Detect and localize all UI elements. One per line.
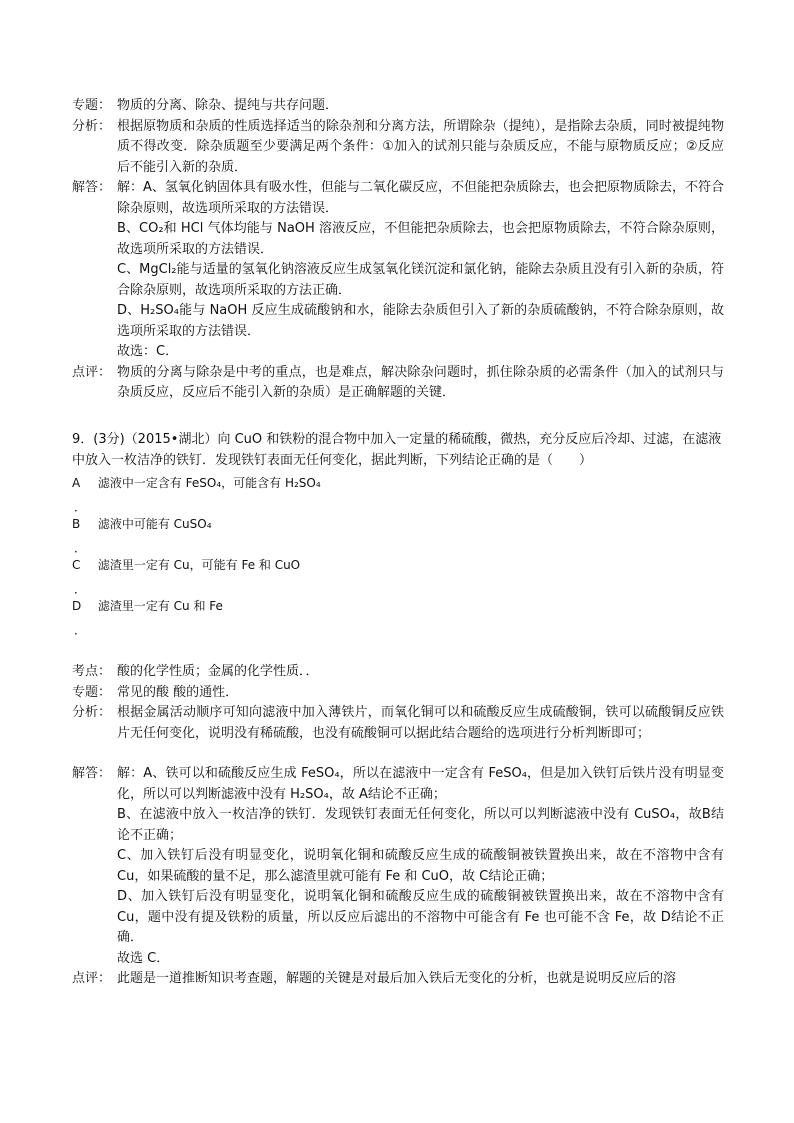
jieda-row — [72, 178, 724, 363]
jieda-answer: 故选：C． — [117, 344, 179, 359]
jieda2-a: 解：A、铁可以和硫酸反应生成 FeSO₄，所以在滤液中一定含有 FeSO₄，但是加入铁钉后铁片没有明显变化，所以可以判断滤液中没有 H₂SO₄，故 A结论不正确； — [117, 766, 724, 802]
fenxi2-row — [72, 703, 724, 764]
jieda2-c: C、加入铁钉后没有明显变化，说明氧化铜和硫酸反应生成的硫酸铜被铁置换出来，故在不溶物中含有 Cu，如果硫酸的量不足，那么滤渣里就可能有 Fe 和 CuO，故 C结论正确； — [117, 848, 724, 884]
kaodian-label: 考点： — [72, 664, 112, 679]
section1 — [72, 96, 724, 404]
fenxi-label: 分析： — [72, 118, 112, 134]
option-a — [72, 473, 321, 493]
option-a-text: 滤液中一定含有 FeSO₄，可能含有 H₂SO₄ — [97, 476, 321, 490]
option-b-text: 滤液中可能有 CuSO₄ — [97, 517, 212, 531]
jieda-c: C、MgCl₂能与适量的氢氧化钠溶液反应生成氢氧化镁沉淀和氯化钠，能除去杂质且没有引入新的杂质，符合除杂原则，故选项所采取的方法正确． — [117, 262, 724, 298]
option-a-letter: A — [72, 476, 81, 490]
jieda-a: 解：A、氢氧化钠固体具有吸水性，但能与二氧化碳反应，不但能把杂质除去，也会把原物质除去，不符合除杂原则，故选项所采取的方法错误． — [117, 180, 724, 216]
zhuanti2-row — [72, 683, 724, 704]
jieda2-d: D、加入铁钉后没有明显变化，说明氧化铜和硫酸反应生成的硫酸铜被铁置换出来，故在不溶物中含有 Cu，题中没有提及铁粉的质量，所以反应后滤出的不溶物中可能含有 Fe 也可能不含 Fe，故 D结论不正确． — [117, 889, 724, 945]
option-c — [72, 555, 300, 575]
jieda2-answer: 故选 C． — [117, 950, 170, 966]
option-b-letter: B — [72, 517, 81, 531]
option-d-letter: D — [72, 599, 82, 613]
zhuanti-row — [72, 96, 724, 117]
jieda-d: D、H₂SO₄能与 NaOH 反应生成硫酸钠和水，能除去杂质但引入了新的杂质硫酸钠，不符合除杂原则，故选项所采取的方法错误． — [117, 303, 724, 339]
option-d-dot: ． — [74, 623, 87, 637]
dianping-text: 物质的分离与除杂是中考的重点，也是难点，解决除杂问题时，抓住除杂质的必需条件（加入的试剂只与杂质反应，反应后不能引入新的杂质）是正确解题的关键． — [117, 364, 724, 400]
zhuanti2-label: 专题： — [72, 684, 112, 700]
section2 — [72, 662, 724, 990]
jieda2-b: B、在滤液中放入一枚洁净的铁钉．发现铁钉表面无任何变化，所以可以判断滤液中没有 CuSO₄，故B结论不正确； — [117, 807, 724, 843]
jieda2-body — [117, 764, 724, 969]
jieda-body — [117, 178, 724, 363]
option-b — [72, 514, 212, 534]
jieda2-row — [72, 764, 724, 969]
zhuanti-label: 专题： — [72, 98, 112, 113]
dianping-row — [72, 363, 724, 404]
dianping2-text: 此题是一道推断知识考查题，解题的关键是对最后加入铁后无变化的分析，也就是说明反应后的溶 — [117, 971, 677, 986]
kaodian-text: 酸的化学性质；金属的化学性质．． — [117, 664, 319, 679]
fenxi2-text: 根据金属活动顺序可知向滤液中加入薄铁片，而氧化铜可以和硫酸反应生成硫酸铜，铁可以硫酸铜反应铁片无任何变化，说明没有稀硫酸，也没有硫酸铜可以据此结合题给的选项进行分析判断即可； — [117, 705, 724, 741]
option-c-dot: ． — [74, 582, 87, 596]
kaodian-row — [72, 662, 724, 683]
fenxi-text: 根据原物质和杂质的性质选择适当的除杂剂和分离方法，所谓除杂（提纯），是指除去杂质，同时被提纯物质不得改变．除杂质题至少要满足两个条件：①加入的试剂只能与杂质反应，不能与原物质反应；②反应后不能引入新的杂质． — [117, 118, 724, 175]
dianping-label: 点评： — [72, 364, 112, 380]
option-d-text: 滤渣里一定有 Cu 和 Fe — [97, 599, 223, 613]
fenxi2-label: 分析： — [72, 705, 112, 720]
dianping2-row — [72, 969, 724, 990]
option-d — [72, 596, 223, 616]
option-c-text: 滤渣里一定有 Cu，可能有 Fe 和 CuO — [97, 558, 301, 572]
jieda-b: B、CO₂和 HCl 气体均能与 NaOH 溶液反应，不但能把杂质除去，也会把原物质除去，不符合除杂原则，故选项所采取的方法错误． — [117, 221, 724, 257]
option-a-dot: ． — [74, 500, 87, 514]
dianping2-label: 点评： — [72, 971, 112, 986]
zhuanti-text: 物质的分离、除杂、提纯与共存问题． — [117, 98, 339, 113]
question-9-stem: 9．(3分)（2015•湖北）向 CuO 和铁粉的混合物中加入一定量的稀硫酸，微热，充分反应后冷却、过滤，在滤液中放入一枚洁净的铁钉．发现铁钉表面无任何变化，据此判断，下列结论正确的是（ ） — [72, 432, 722, 468]
option-b-dot: ． — [74, 541, 87, 555]
jieda-label: 解答： — [72, 180, 112, 195]
zhuanti2-text: 常见的酸 酸的通性． — [117, 684, 239, 700]
fenxi-row — [72, 117, 724, 179]
jieda2-label: 解答： — [72, 766, 112, 781]
option-c-letter: C — [72, 558, 81, 572]
